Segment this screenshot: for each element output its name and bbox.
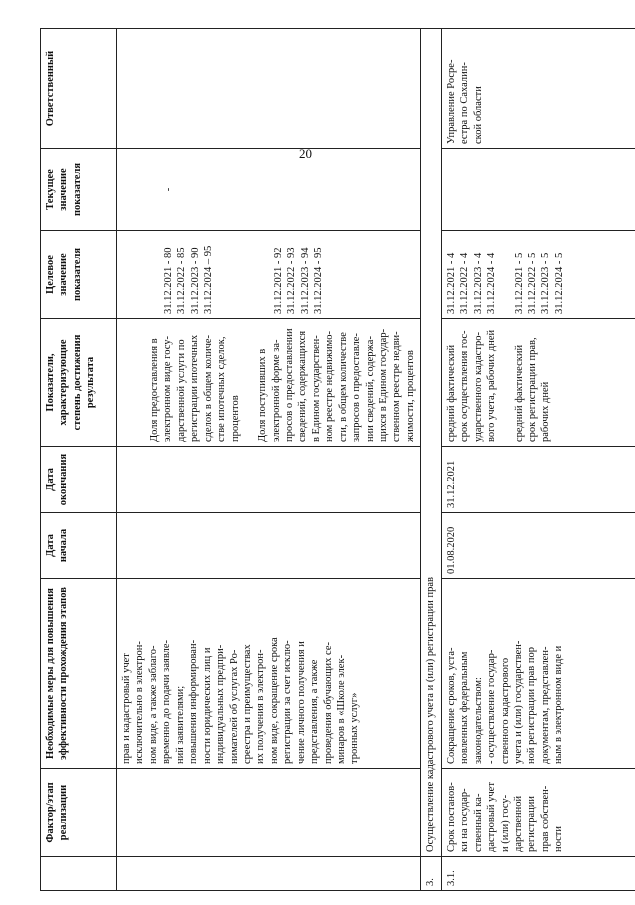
rotated-table-container [40, 29, 635, 891]
measures-text: прав и кадастровый учет исключительно в электрон- ном виде, а также заблаго- временно до подачи заявле- ний заявителями; повышения информирован- ности юридических лиц и индивидуальных предпри- нимателей об услугах Ро- среестра и преимуществах их получения в электрон- ном виде, сокращение срока регистрации за счет исклю- чение личного получения и представления, а также проведения обучающих се- минаров в «Школе элек- тронных услуг» [121, 637, 361, 764]
target-values-2: 31.12.2021 - 92 31.12.2022 - 93 31.12.2023 - 94 31.12.2024 - 95 [272, 247, 325, 314]
indicator-text-1: средний фактический срок осуществления гос- ударственного кадастро- вого учета, рабочих дней [445, 329, 498, 442]
header-indicator: Показатели, характеризующие степень достижения результата [41, 319, 117, 447]
cell-responsible [441, 29, 635, 149]
cell-factor [441, 769, 635, 857]
factor-text: Срок постанов- ки на государ- ственный ка- дастровый учет и (или) госу- дарственной регистрации прав собствен- ности [445, 782, 565, 852]
cell-indicator [441, 319, 635, 447]
section-title: Осуществление кадастрового учета и (или) регистрации прав [421, 29, 441, 857]
cell-measures [117, 579, 421, 769]
cell-start-date: 01.08.2020 [441, 513, 635, 579]
cell-end-date [117, 447, 421, 513]
header-responsible: Ответственный [41, 29, 117, 149]
page-number: 20 [299, 146, 312, 161]
cell-responsible [117, 29, 421, 149]
cell-measures [441, 579, 635, 769]
cell-target [117, 231, 421, 319]
indicator-text-2: средний фактический срок регистрации прав, рабочих дней [513, 337, 552, 442]
target-values-2: 31.12.2021 - 5 31.12.2022 - 5 31.12.2023 - 5 31.12.2024 - 5 [513, 252, 565, 314]
cell-target [441, 231, 635, 319]
cell-num [117, 857, 421, 891]
header-num [41, 857, 117, 891]
measures-text: Сокращение сроков, уста- новленных федеральным законодательством: - осуществление государ- ственного кадастрового учета и (или) государствен- ной регистрации прав пор документам, представлен- ным в электронном виде и [445, 640, 565, 764]
section-row [421, 29, 441, 891]
indicator-text-1: Доля предоставления в электронном виде госу- дарственной услуги по регистрации ипотечных сделок в общем количе- стве ипотечных сделок, процентов [149, 334, 241, 442]
cell-start-date [117, 513, 421, 579]
table-row-3-1 [441, 29, 635, 891]
target-values-1: 31.12.2021 - 4 31.12.2022 - 4 31.12.2023 - 4 31.12.2024 - 4 [445, 252, 498, 314]
table-row-continuation [117, 29, 421, 891]
cell-factor [117, 769, 421, 857]
table-header-row [41, 29, 117, 891]
responsible-text: Управление Росре- естра по Сахалин- ской области [445, 59, 484, 144]
cell-end-date: 31.12.2021 [441, 447, 635, 513]
header-current: Текущее значение показателя [41, 149, 117, 231]
roadmap-table [40, 28, 635, 891]
cell-indicator [117, 319, 421, 447]
header-measures: Необходимые меры для повышения эффективности прохождения этапов [41, 579, 117, 769]
header-factor: Фактор/этап реализации [41, 769, 117, 857]
header-start-date: Дата начала [41, 513, 117, 579]
header-end-date: Дата окончания [41, 447, 117, 513]
target-values-1: 31.12.2021 - 80 31.12.2022 - 85 31.12.2023 - 90 31.12.2024 – 95 [163, 245, 215, 314]
section-num: 3. [421, 857, 441, 891]
indicator-text-2: Доля поступивших в электронной форме за- просов о предоставлении сведений, содержащихся в Едином государствен- ном реестре недвижимо- сти, в общем количестве запросов о предоставле- нии сведений, содержа- щихся в Едином государ- ственном реестре недви- жимости, процентов [257, 328, 416, 442]
cell-current [117, 149, 421, 231]
cell-current [441, 149, 635, 231]
header-target: Целевое значение показателя [41, 231, 117, 319]
current-mark: - [163, 187, 174, 192]
cell-num: 3.1. [441, 857, 635, 891]
